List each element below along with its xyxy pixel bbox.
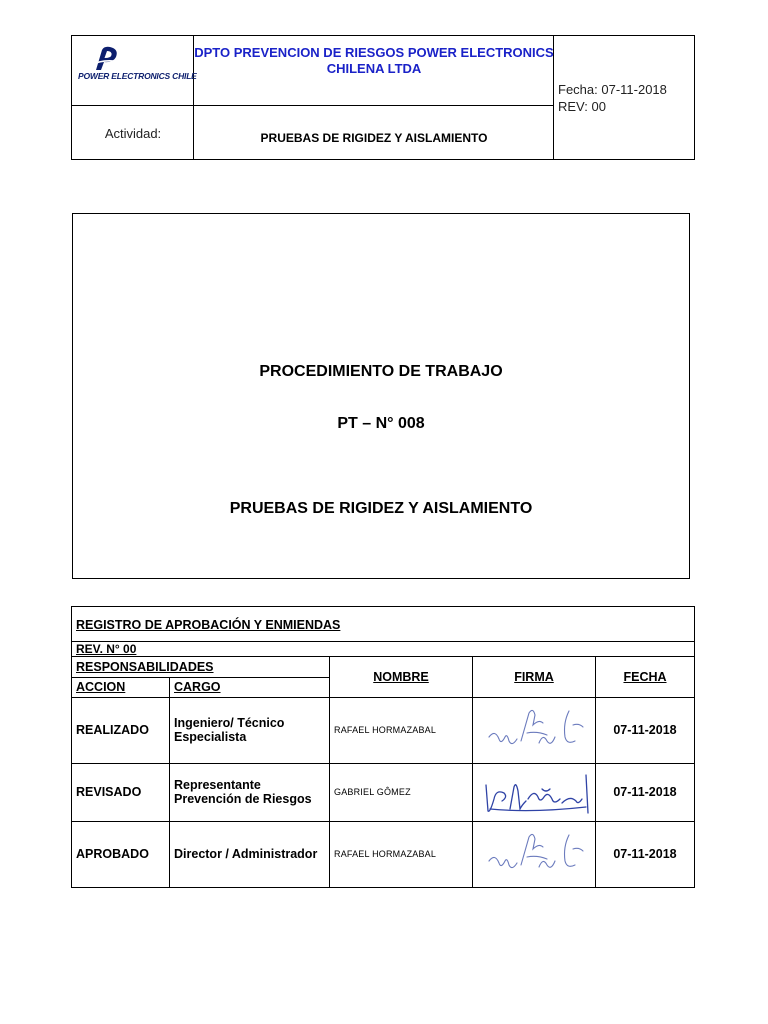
signature-image — [477, 827, 592, 883]
procedure-title-box — [72, 213, 690, 579]
department-title: DPTO PREVENCION DE RIESGOS POWER ELECTRONICS CHILENA LTDA — [194, 45, 554, 76]
signature-image — [477, 703, 592, 759]
row-fecha: 07-11-2018 — [613, 847, 677, 861]
col-accion: ACCION — [76, 680, 126, 694]
col-fecha: FECHA — [623, 669, 667, 684]
actividad-value: PRUEBAS DE RIGIDEZ Y AISLAMIENTO — [260, 130, 488, 145]
row-nombre: RAFAEL HORMAZABAL — [334, 849, 437, 859]
rev-label: REV: 00 — [558, 99, 606, 114]
row-accion: REALIZADO — [76, 723, 149, 737]
row-nombre: RAFAEL HORMAZABAL — [334, 725, 437, 735]
procedure-number: PT – N° 008 — [337, 415, 425, 432]
logo-mark-icon — [90, 46, 120, 72]
col-cargo: CARGO — [174, 680, 221, 694]
revision-info — [558, 81, 667, 115]
row-cargo: Representante Prevención de Riesgos — [174, 778, 312, 806]
rev-number: REV. N° 00 — [76, 641, 137, 656]
row-fecha: 07-11-2018 — [613, 723, 677, 737]
actividad-label: Actividad: — [104, 126, 162, 141]
row-nombre: GABRIEL GÔMEZ — [334, 787, 411, 797]
row-fecha: 07-11-2018 — [613, 785, 677, 799]
logo-text: POWER ELECTRONICS CHILE — [78, 71, 197, 81]
procedure-subject: PRUEBAS DE RIGIDEZ Y AISLAMIENTO — [229, 500, 533, 517]
col-firma: FIRMA — [514, 669, 554, 684]
row-accion: REVISADO — [76, 785, 142, 799]
approval-heading: REGISTRO DE APROBACIÓN Y ENMIENDAS — [76, 618, 341, 632]
row-cargo: Director / Administrador — [174, 847, 318, 861]
responsabilidades-label: RESPONSABILIDADES — [76, 659, 214, 674]
approval-table — [71, 606, 695, 888]
row-accion: APROBADO — [76, 847, 149, 861]
signature-image — [482, 769, 594, 817]
company-logo — [72, 36, 197, 106]
fecha-label: Fecha: 07-11-2018 — [558, 82, 667, 97]
document-header — [71, 35, 695, 160]
col-nombre: NOMBRE — [373, 669, 429, 684]
procedure-heading: PROCEDIMIENTO DE TRABAJO — [259, 363, 503, 380]
row-cargo: Ingeniero/ Técnico Especialista — [174, 716, 285, 744]
